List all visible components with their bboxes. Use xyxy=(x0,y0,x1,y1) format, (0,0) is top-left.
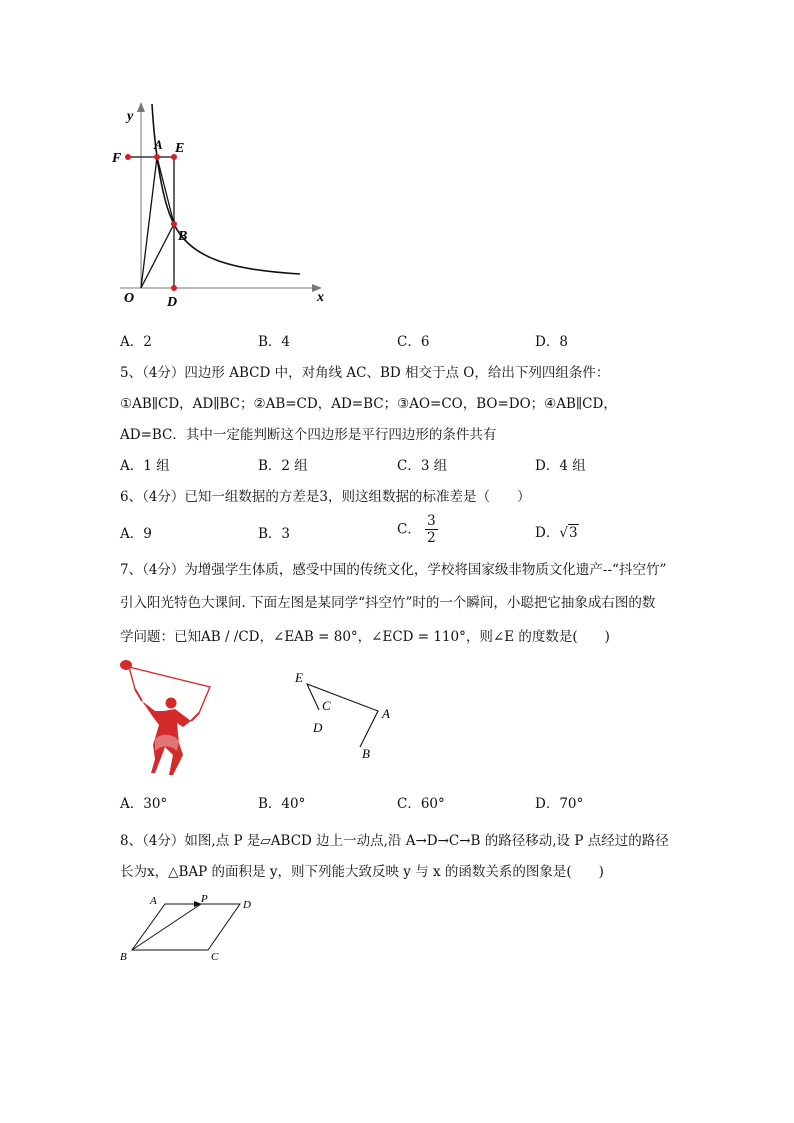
q6-option-d-prefix: D． xyxy=(535,525,560,541)
q8-parallelogram-figure xyxy=(116,892,266,967)
q8-label-P: P xyxy=(201,893,208,905)
point-A xyxy=(154,154,160,160)
q5-option-c[interactable]: C．3 组 xyxy=(397,458,448,474)
q8-label-D: D xyxy=(243,899,251,911)
q7-option-a[interactable]: A．30° xyxy=(120,796,168,812)
segment-BP xyxy=(132,904,201,950)
label-B: B xyxy=(178,229,188,244)
sqrt-icon: √ xyxy=(559,525,568,541)
segment-AB xyxy=(157,157,174,224)
q4-option-b[interactable]: B．4 xyxy=(258,334,291,350)
q8-label-B: B xyxy=(120,951,127,963)
q5-option-d[interactable]: D．4 组 xyxy=(535,458,586,474)
q5-stem-line1: 5、（4分）四边形 ABCD 中，对角线 AC、BD 相交于点 O，给出下列四组条件： xyxy=(120,365,610,381)
label-F: F xyxy=(112,151,122,166)
label-A: A xyxy=(154,137,163,152)
q6-radicand: 3 xyxy=(568,525,578,541)
y-axis-arrow xyxy=(137,102,145,112)
q5-option-a[interactable]: A．1 组 xyxy=(120,458,170,474)
q6-option-a[interactable]: A．9 xyxy=(120,526,152,542)
q7-option-b[interactable]: B．40° xyxy=(258,796,306,812)
q7-option-c[interactable]: C．60° xyxy=(397,796,445,812)
right-stick xyxy=(191,713,199,721)
q6-fraction-numerator: 3 xyxy=(427,513,436,529)
label-O: O xyxy=(124,291,135,306)
label-y: y xyxy=(127,109,134,124)
q7-option-d[interactable]: D．70° xyxy=(535,796,584,812)
diabolo-icon xyxy=(120,660,132,670)
point-D xyxy=(171,285,177,291)
label-E: E xyxy=(175,141,185,156)
q6-fraction-denominator: 2 xyxy=(427,530,436,546)
q6-option-b[interactable]: B．3 xyxy=(258,526,291,542)
q5-stem-line3: AD=BC．其中一定能判断这个四边形是平行四边形的条件共有 xyxy=(120,427,497,443)
q5-option-b[interactable]: B．2 组 xyxy=(258,458,308,474)
q6-option-d[interactable] xyxy=(535,524,579,542)
q7-geometry-figure xyxy=(288,666,403,766)
label-x: x xyxy=(317,290,324,305)
q6-option-c-prefix: C． xyxy=(397,521,421,538)
q8-stem-line1: 8、（4分）如图,点 P 是▱ABCD 边上一动点,沿 A→D→C→B 的路径移动,设 P 点经过的路径 xyxy=(120,833,669,849)
q5-stem-line2: ①AB∥CD，AD∥BC；②AB=CD，AD=BC；③AO=CO，BO=DO；④AB∥CD， xyxy=(120,396,617,412)
q7-figure-lines xyxy=(307,684,378,747)
q6-option-c[interactable] xyxy=(397,513,438,546)
left-stick xyxy=(135,689,142,701)
point-F xyxy=(125,154,131,160)
point-B xyxy=(171,221,177,227)
q7-stem-line3: 学问题：已知AB / /CD，∠EAB = 80°，∠ECD = 110°，则∠E 的度数是( ) xyxy=(120,629,610,645)
q4-option-a[interactable]: A．2 xyxy=(120,334,152,350)
q7-label-A: A xyxy=(382,706,390,721)
q8-label-A: A xyxy=(150,895,157,907)
q7-label-B: B xyxy=(362,746,370,761)
label-D: D xyxy=(167,295,178,310)
q4-option-d[interactable]: D．8 xyxy=(535,334,568,350)
q8-label-C: C xyxy=(211,951,219,963)
q7-label-D: D xyxy=(313,720,323,735)
q7-stem-line2: 引入阳光特色大课间. 下面左图是某同学“抖空竹”时的一个瞬间，小聪把它抽象成右图的数 xyxy=(120,595,656,611)
diabolo-player-figure xyxy=(115,655,220,780)
q6-fraction xyxy=(425,513,438,546)
parallelogram-ABCD xyxy=(132,904,240,950)
q7-label-E: E xyxy=(295,670,303,685)
q7-label-C: C xyxy=(322,698,331,713)
player-head xyxy=(166,698,177,709)
q7-stem-line1: 7、（4分）为增强学生体质，感受中国的传统文化，学校将国家级非物质文化遗产--“抖空竹” xyxy=(120,562,667,578)
segment-OA xyxy=(141,157,157,288)
q6-stem: 6、（4分）已知一组数据的方差是3，则这组数据的标准差是（ ） xyxy=(120,489,531,505)
q8-stem-line2: 长为x，△BAP 的面积是 y，则下列能大致反映 y 与 x 的函数关系的图象是( ) xyxy=(120,864,604,880)
figure-hyperbola xyxy=(110,98,340,313)
segment-OB xyxy=(141,224,174,288)
q4-option-c[interactable]: C．6 xyxy=(397,334,430,350)
